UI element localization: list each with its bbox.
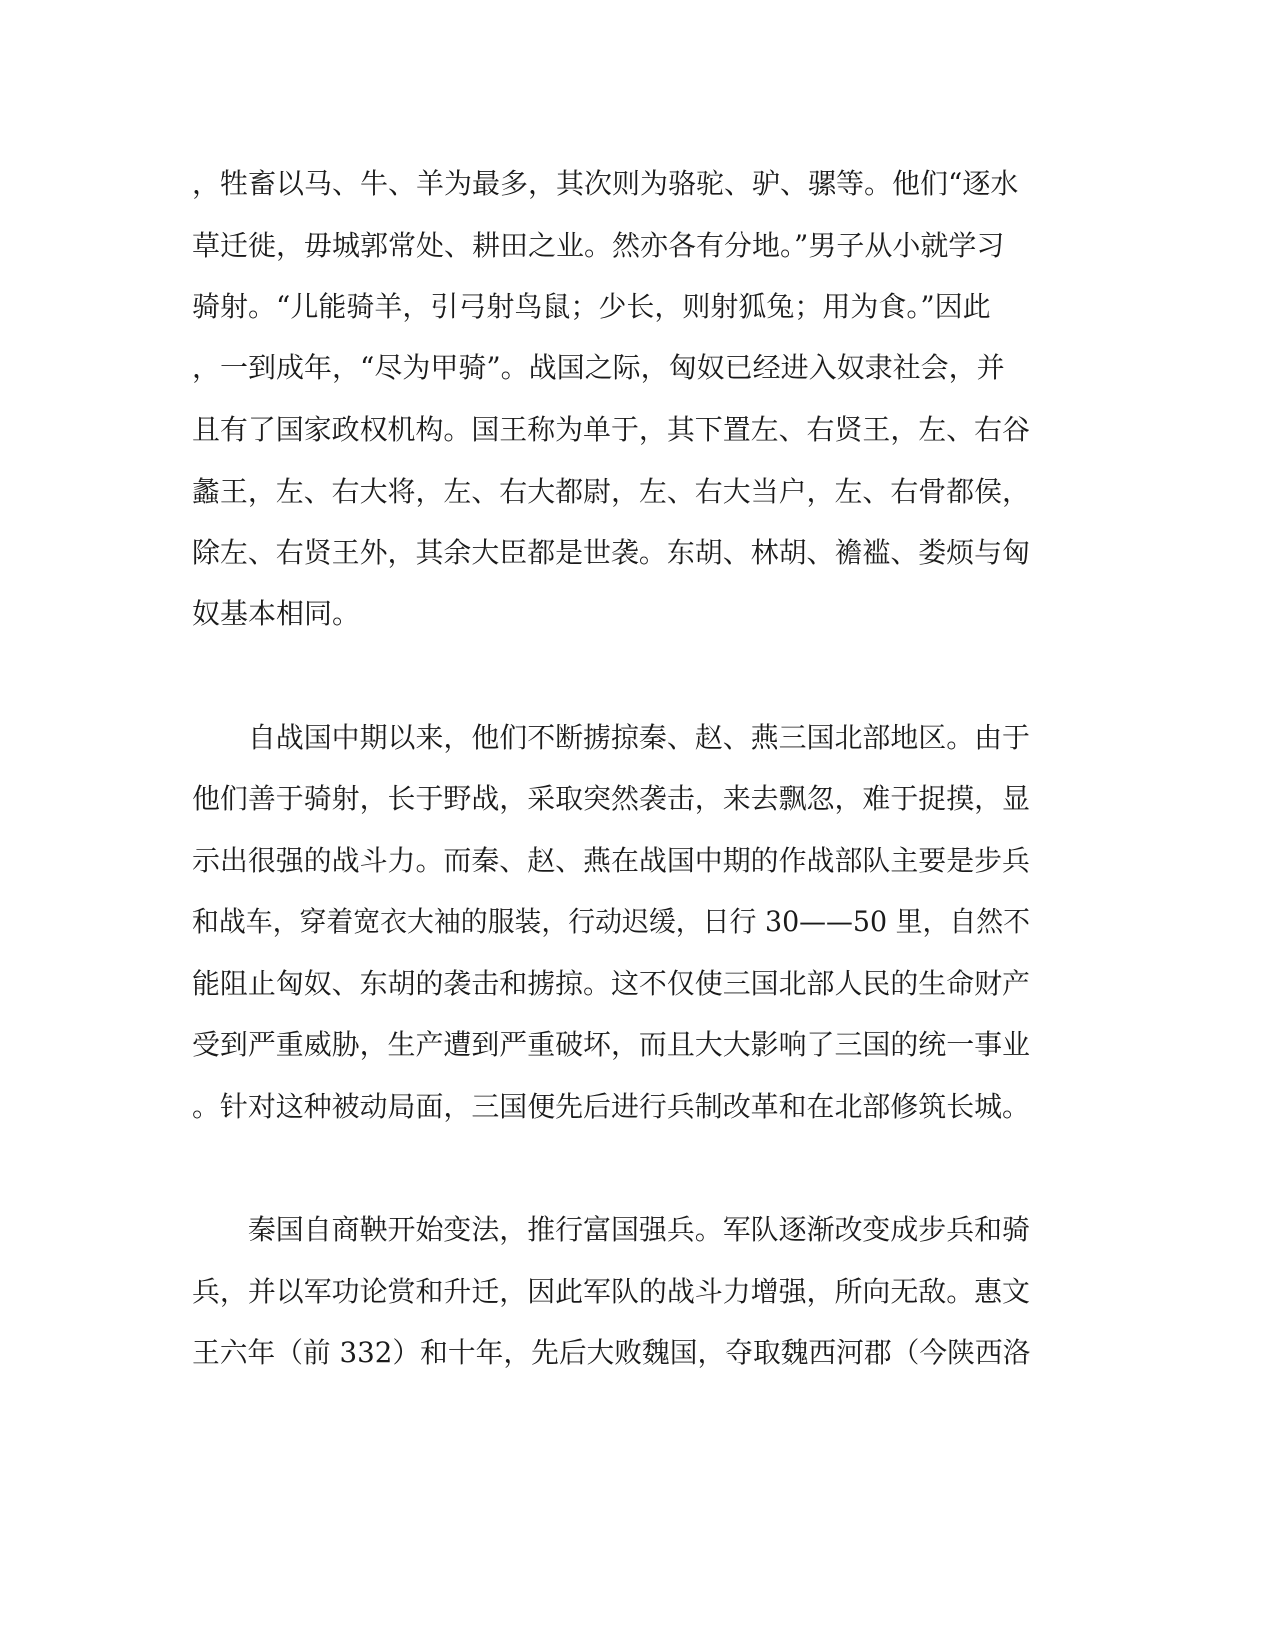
text-line: 王六年（前 332）和十年，先后大败魏国，夺取魏西河郡（今陕西洛 <box>192 1336 1031 1369</box>
text-line: 自战国中期以来，他们不断掳掠秦、赵、燕三国北部地区。由于 <box>192 721 1030 754</box>
text-line: ，一到成年，“尽为甲骑”。战国之际，匈奴已经进入奴隶社会，并 <box>192 351 1005 384</box>
text-line: 奴基本相同。 <box>192 597 361 630</box>
text-line: 他们善于骑射，长于野战，采取突然袭击，来去飘忽，难于捉摸，显 <box>192 782 1030 815</box>
text-line: 受到严重威胁，生产遭到严重破坏，而且大大影响了三国的统一事业 <box>192 1028 1030 1061</box>
text-line: 草迁徙，毋城郭常处、耕田之业。然亦各有分地。”男子从小就学习 <box>192 229 1005 262</box>
text-line: 示出很强的战斗力。而秦、赵、燕在战国中期的作战部队主要是步兵 <box>192 844 1030 877</box>
text-line: 秦国自商鞅开始变法，推行富国强兵。军队逐渐改变成步兵和骑 <box>192 1213 1030 1246</box>
text-line: 除左、右贤王外，其余大臣都是世袭。东胡、林胡、襜褴、娄烦与匈 <box>192 536 1030 569</box>
text-line: 兵，并以军功论赏和升迁，因此军队的战斗力增强，所向无敌。惠文 <box>192 1275 1030 1308</box>
text-line: 能阻止匈奴、东胡的袭击和掳掠。这不仅使三国北部人民的生命财产 <box>192 967 1030 1000</box>
text-line: 和战车，穿着宽衣大袖的服装，行动迟缓，日行 30——50 里，自然不 <box>192 905 1031 938</box>
text-line: ，牲畜以马、牛、羊为最多，其次则为骆驼、驴、骡等。他们“逐水 <box>192 167 1019 200</box>
text-line: 。针对这种被动局面，三国便先后进行兵制改革和在北部修筑长城。 <box>192 1090 1030 1123</box>
text-line: 蠡王，左、右大将，左、右大都尉，左、右大当户，左、右骨都侯， <box>192 475 1030 508</box>
text-line: 且有了国家政权机构。国王称为单于，其下置左、右贤王，左、右谷 <box>192 413 1030 446</box>
text-line: 骑射。“儿能骑羊，引弓射鸟鼠；少长，则射狐兔；用为食。”因此 <box>192 290 991 323</box>
